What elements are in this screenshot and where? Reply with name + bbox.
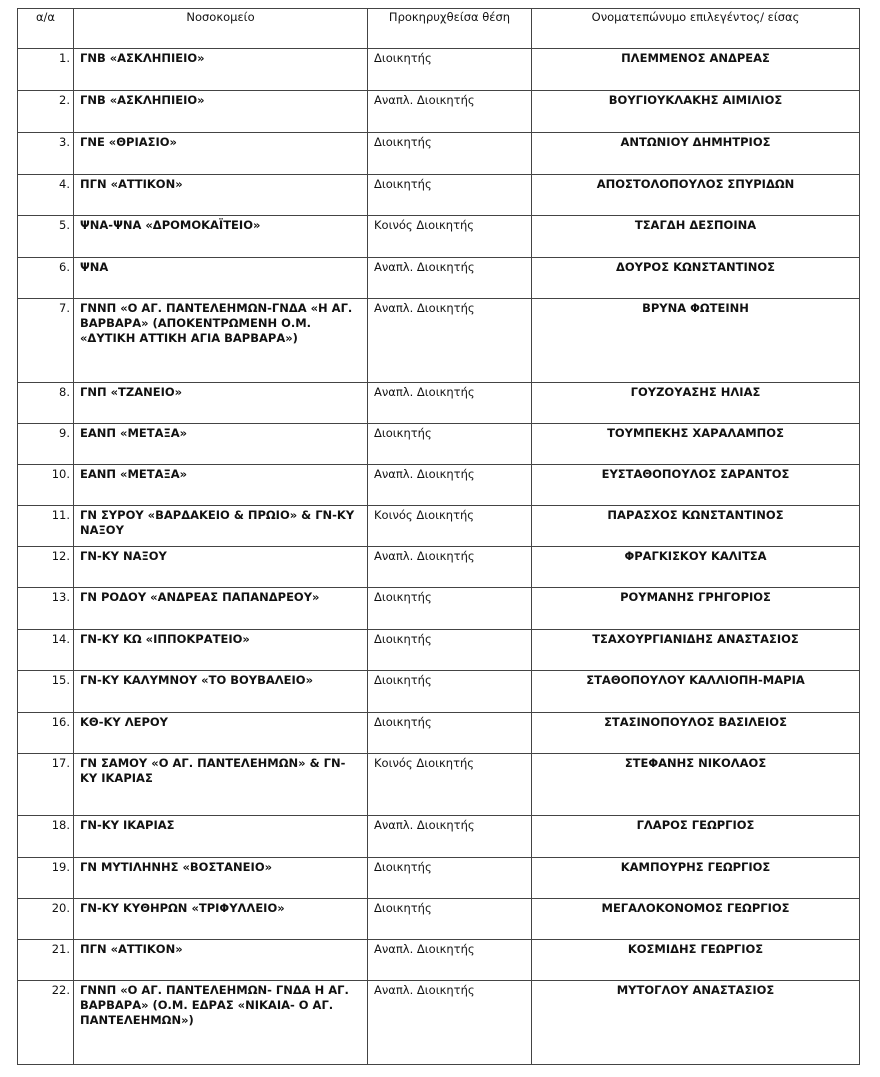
hospital-cell: ΓΝΝΠ «Ο ΑΓ. ΠΑΝΤΕΛΕΗΜΩΝ- ΓΝΔΑ Η ΑΓ. ΒΑΡΒΑΡΑ» (Ο.Μ. ΕΔΡΑΣ «ΝΙΚΑΙΑ- Ο ΑΓ. ΠΑΝΤΕΛΕΗΜΩΝ») xyxy=(74,981,368,1065)
position-cell: Διοικητής xyxy=(368,175,532,216)
appointee-name-cell: ΚΑΜΠΟΥΡΗΣ ΓΕΩΡΓΙΟΣ xyxy=(532,858,860,899)
position-cell: Αναπλ. Διοικητής xyxy=(368,91,532,133)
position-cell: Διοικητής xyxy=(368,133,532,175)
position-cell: Αναπλ. Διοικητής xyxy=(368,258,532,299)
appointee-name-cell: ΤΟΥΜΠΕΚΗΣ ΧΑΡΑΛΑΜΠΟΣ xyxy=(532,424,860,465)
appointee-name-cell: ΑΠΟΣΤΟΛΟΠΟΥΛΟΣ ΣΠΥΡΙΔΩΝ xyxy=(532,175,860,216)
table-row xyxy=(18,754,860,816)
hospital-cell: ΓΝ-ΚΥ ΚΑΛΥΜΝΟΥ «ΤΟ ΒΟΥΒΑΛΕΙΟ» xyxy=(74,671,368,713)
position-cell: Αναπλ. Διοικητής xyxy=(368,465,532,506)
table-row xyxy=(18,49,860,91)
position-cell: Διοικητής xyxy=(368,713,532,754)
table-row xyxy=(18,133,860,175)
hospital-cell: ΓΝ ΣΥΡΟΥ «ΒΑΡΔΑΚΕΙΟ & ΠΡΩΙΟ» & ΓΝ-ΚΥ ΝΑΞΟΥ xyxy=(74,506,368,547)
hospital-cell: ΚΘ-ΚΥ ΛΕΡΟΥ xyxy=(74,713,368,754)
table-row xyxy=(18,671,860,713)
table-row xyxy=(18,630,860,671)
table-row xyxy=(18,216,860,258)
table-row xyxy=(18,981,860,1065)
hospital-cell: ΠΓΝ «ΑΤΤΙΚΟΝ» xyxy=(74,175,368,216)
row-number: 14. xyxy=(18,630,74,671)
position-cell: Αναπλ. Διοικητής xyxy=(368,981,532,1065)
row-number: 10. xyxy=(18,465,74,506)
position-cell: Κοινός Διοικητής xyxy=(368,216,532,258)
appointments-table xyxy=(17,8,860,1065)
appointee-name-cell: ΜΥΤΟΓΛΟΥ ΑΝΑΣΤΑΣΙΟΣ xyxy=(532,981,860,1065)
appointee-name-cell: ΓΛΑΡΟΣ ΓΕΩΡΓΙΟΣ xyxy=(532,816,860,858)
hospital-cell: ΓΝΕ «ΘΡΙΑΣΙΟ» xyxy=(74,133,368,175)
row-number: 4. xyxy=(18,175,74,216)
appointee-name-cell: ΦΡΑΓΚΙΣΚΟΥ ΚΑΛΙΤΣΑ xyxy=(532,547,860,588)
table-row xyxy=(18,506,860,547)
row-number: 2. xyxy=(18,91,74,133)
table-row xyxy=(18,383,860,424)
hospital-cell: ΓΝ-ΚΥ ΚΥΘΗΡΩΝ «ΤΡΙΦΥΛΛΕΙΟ» xyxy=(74,899,368,940)
position-cell: Αναπλ. Διοικητής xyxy=(368,383,532,424)
header-name: Ονοματεπώνυμο επιλεγέντος/ είσας xyxy=(532,9,860,49)
appointee-name-cell: ΓΟΥΖΟΥΑΣΗΣ ΗΛΙΑΣ xyxy=(532,383,860,424)
row-number: 9. xyxy=(18,424,74,465)
position-cell: Διοικητής xyxy=(368,899,532,940)
position-cell: Αναπλ. Διοικητής xyxy=(368,940,532,981)
appointee-name-cell: ΒΟΥΓΙΟΥΚΛΑΚΗΣ ΑΙΜΙΛΙΟΣ xyxy=(532,91,860,133)
row-number: 1. xyxy=(18,49,74,91)
appointee-name-cell: ΣΤΑΣΙΝΟΠΟΥΛΟΣ ΒΑΣΙΛΕΙΟΣ xyxy=(532,713,860,754)
hospital-cell: ΠΓΝ «ΑΤΤΙΚΟΝ» xyxy=(74,940,368,981)
position-cell: Διοικητής xyxy=(368,858,532,899)
appointee-name-cell: ΡΟΥΜΑΝΗΣ ΓΡΗΓΟΡΙΟΣ xyxy=(532,588,860,630)
row-number: 21. xyxy=(18,940,74,981)
appointee-name-cell: ΑΝΤΩΝΙΟΥ ΔΗΜΗΤΡΙΟΣ xyxy=(532,133,860,175)
table-row xyxy=(18,940,860,981)
position-cell: Κοινός Διοικητής xyxy=(368,754,532,816)
row-number: 20. xyxy=(18,899,74,940)
table-row xyxy=(18,547,860,588)
appointee-name-cell: ΚΟΣΜΙΔΗΣ ΓΕΩΡΓΙΟΣ xyxy=(532,940,860,981)
hospital-cell: ΕΑΝΠ «ΜΕΤΑΞΑ» xyxy=(74,465,368,506)
hospital-cell: ΨΝΑ-ΨΝΑ «ΔΡΟΜΟΚΑΪΤΕΙΟ» xyxy=(74,216,368,258)
table-row xyxy=(18,588,860,630)
hospital-cell: ΓΝΒ «ΑΣΚΛΗΠΙΕΙΟ» xyxy=(74,49,368,91)
table-row xyxy=(18,858,860,899)
position-cell: Διοικητής xyxy=(368,49,532,91)
appointee-name-cell: ΠΛΕΜΜΕΝΟΣ ΑΝΔΡΕΑΣ xyxy=(532,49,860,91)
table-row xyxy=(18,91,860,133)
appointee-name-cell: ΤΣΑΧΟΥΡΓΙΑΝΙΔΗΣ ΑΝΑΣΤΑΣΙΟΣ xyxy=(532,630,860,671)
row-number: 5. xyxy=(18,216,74,258)
appointee-name-cell: ΒΡΥΝΑ ΦΩΤΕΙΝΗ xyxy=(532,299,860,383)
hospital-cell: ΓΝ-ΚΥ ΚΩ «ΙΠΠΟΚΡΑΤΕΙΟ» xyxy=(74,630,368,671)
hospital-cell: ΓΝ ΡΟΔΟΥ «ΑΝΔΡΕΑΣ ΠΑΠΑΝΔΡΕΟΥ» xyxy=(74,588,368,630)
row-number: 19. xyxy=(18,858,74,899)
table-row xyxy=(18,465,860,506)
row-number: 22. xyxy=(18,981,74,1065)
row-number: 11. xyxy=(18,506,74,547)
position-cell: Διοικητής xyxy=(368,671,532,713)
position-cell: Κοινός Διοικητής xyxy=(368,506,532,547)
hospital-cell: ΓΝΝΠ «Ο ΑΓ. ΠΑΝΤΕΛΕΗΜΩΝ-ΓΝΔΑ «Η ΑΓ. ΒΑΡΒΑΡΑ» (ΑΠΟΚΕΝΤΡΩΜΕΝΗ Ο.Μ. «ΔΥΤΙΚΗ ΑΤΤΙΚΗ ΑΓΙΑ ΒΑΡΒΑΡΑ») xyxy=(74,299,368,383)
position-cell: Αναπλ. Διοικητής xyxy=(368,299,532,383)
header-hospital: Νοσοκομείο xyxy=(74,9,368,49)
appointee-name-cell: ΣΤΑΘΟΠΟΥΛΟΥ ΚΑΛΛΙΟΠΗ-ΜΑΡΙΑ xyxy=(532,671,860,713)
row-number: 8. xyxy=(18,383,74,424)
row-number: 12. xyxy=(18,547,74,588)
header-position: Προκηρυχθείσα θέση xyxy=(368,9,532,49)
table-row xyxy=(18,299,860,383)
table-row xyxy=(18,424,860,465)
hospital-cell: ΓΝ-ΚΥ ΙΚΑΡΙΑΣ xyxy=(74,816,368,858)
row-number: 16. xyxy=(18,713,74,754)
hospital-cell: ΓΝ ΜΥΤΙΛΗΝΗΣ «ΒΟΣΤΑΝΕΙΟ» xyxy=(74,858,368,899)
position-cell: Αναπλ. Διοικητής xyxy=(368,547,532,588)
table-row xyxy=(18,175,860,216)
row-number: 18. xyxy=(18,816,74,858)
position-cell: Διοικητής xyxy=(368,424,532,465)
row-number: 6. xyxy=(18,258,74,299)
hospital-cell: ΨΝΑ xyxy=(74,258,368,299)
hospital-cell: ΕΑΝΠ «ΜΕΤΑΞΑ» xyxy=(74,424,368,465)
table-header-row xyxy=(18,9,860,49)
appointee-name-cell: ΤΣΑΓΔΗ ΔΕΣΠΟΙΝΑ xyxy=(532,216,860,258)
header-number: α/α xyxy=(18,9,74,49)
table-row xyxy=(18,713,860,754)
position-cell: Διοικητής xyxy=(368,630,532,671)
table-row xyxy=(18,258,860,299)
row-number: 3. xyxy=(18,133,74,175)
position-cell: Διοικητής xyxy=(368,588,532,630)
hospital-cell: ΓΝ ΣΑΜΟΥ «Ο ΑΓ. ΠΑΝΤΕΛΕΗΜΩΝ» & ΓΝ-ΚΥ ΙΚΑΡΙΑΣ xyxy=(74,754,368,816)
position-cell: Αναπλ. Διοικητής xyxy=(368,816,532,858)
appointee-name-cell: ΣΤΕΦΑΝΗΣ ΝΙΚΟΛΑΟΣ xyxy=(532,754,860,816)
hospital-cell: ΓΝ-ΚΥ ΝΑΞΟΥ xyxy=(74,547,368,588)
appointee-name-cell: ΕΥΣΤΑΘΟΠΟΥΛΟΣ ΣΑΡΑΝΤΟΣ xyxy=(532,465,860,506)
hospital-cell: ΓΝΠ «ΤΖΑΝΕΙΟ» xyxy=(74,383,368,424)
appointee-name-cell: ΠΑΡΑΣΧΟΣ ΚΩΝΣΤΑΝΤΙΝΟΣ xyxy=(532,506,860,547)
row-number: 15. xyxy=(18,671,74,713)
appointee-name-cell: ΔΟΥΡΟΣ ΚΩΝΣΤΑΝΤΙΝΟΣ xyxy=(532,258,860,299)
table-row xyxy=(18,816,860,858)
hospital-cell: ΓΝΒ «ΑΣΚΛΗΠΙΕΙΟ» xyxy=(74,91,368,133)
row-number: 17. xyxy=(18,754,74,816)
row-number: 7. xyxy=(18,299,74,383)
table-row xyxy=(18,899,860,940)
appointee-name-cell: ΜΕΓΑΛΟΚΟΝΟΜΟΣ ΓΕΩΡΓΙΟΣ xyxy=(532,899,860,940)
row-number: 13. xyxy=(18,588,74,630)
